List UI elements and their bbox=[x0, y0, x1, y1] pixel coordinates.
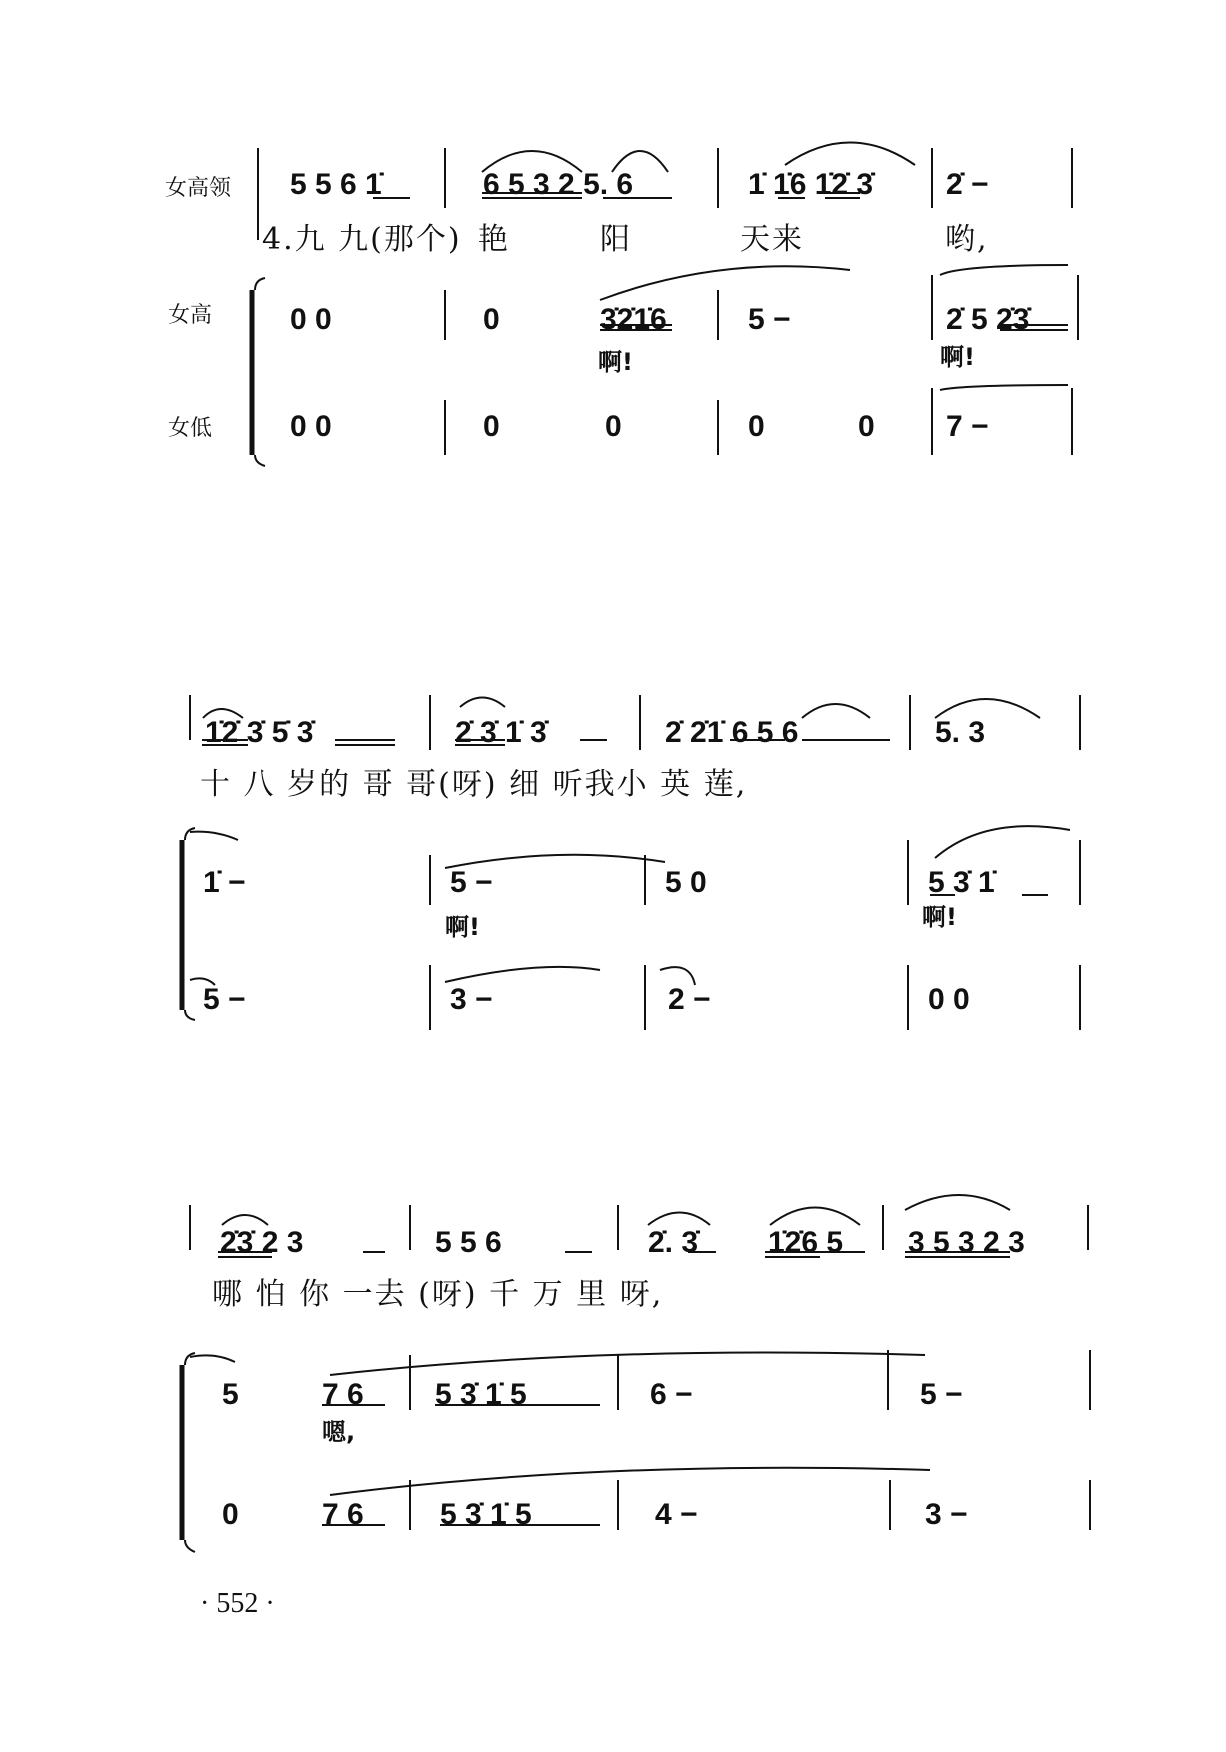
s2-lead-bar3: 2̇ 2̇1̇ 6 5 6 bbox=[665, 716, 799, 749]
s2-sop-bar2: 5 − bbox=[450, 866, 493, 899]
s1-sop-bar2b: 3̇2̇1̇6 bbox=[600, 303, 667, 336]
s2-alto-bar3: 2 − bbox=[668, 983, 711, 1016]
s3-lead-bar2: 5 5 6 bbox=[435, 1226, 502, 1259]
s3-sop-bar1b: 7 6 bbox=[322, 1378, 364, 1411]
s1-sop-bar4: 2̇ 5 2̇3̇ bbox=[946, 303, 1030, 336]
s3-alto-bar4: 3 − bbox=[925, 1498, 968, 1531]
label-lead: 女高领 bbox=[165, 176, 232, 201]
s2-sop-bar4: 5 3̇ 1̇ bbox=[928, 866, 995, 899]
s1-alto-bar2b: 0 bbox=[605, 410, 622, 443]
s1-sop-lyric-1: 啊! bbox=[598, 348, 633, 376]
s2-lead-bar4: 5. 3 bbox=[935, 716, 986, 749]
s2-alto-bar1: 5 − bbox=[203, 983, 246, 1016]
label-soprano: 女高 bbox=[168, 303, 213, 328]
s3-lead-bar4: 3 5 3 2 3 bbox=[908, 1226, 1025, 1259]
s2-sop-bar1: 1̇ − bbox=[203, 866, 246, 899]
s2-lead-bar2: 2̇ 3̇ 1̇ 3̇ bbox=[455, 716, 547, 749]
label-alto: 女低 bbox=[168, 416, 213, 441]
s1-lyric-5: 哟, bbox=[945, 222, 989, 257]
s1-lyric-3: 阳 bbox=[600, 222, 632, 257]
s1-alto-bar2a: 0 bbox=[483, 410, 500, 443]
s3-sop-lyric: 嗯, bbox=[322, 1418, 356, 1446]
s1-lyric-1: 4.九 九(那个) bbox=[262, 222, 462, 257]
s1-lyric-2: 艳 bbox=[478, 222, 510, 257]
s1-alto-bar1: 0 0 bbox=[290, 410, 332, 443]
s1-sop-bar2a: 0 bbox=[483, 303, 500, 336]
s1-lead-bar4: 2̇ − bbox=[946, 168, 989, 201]
s2-sop-bar3: 5 0 bbox=[665, 866, 707, 899]
s3-sop-bar1a: 5 bbox=[222, 1378, 239, 1411]
s1-sop-lyric-2: 啊! bbox=[940, 343, 975, 371]
s1-alto-bar3b: 0 bbox=[858, 410, 875, 443]
s1-alto-bar3a: 0 bbox=[748, 410, 765, 443]
s3-alto-bar2: 5 3̇ 1̇ 5 bbox=[440, 1498, 532, 1531]
s1-lyric-4: 天来 bbox=[740, 222, 804, 257]
s1-lead-bar3: 1̇ 1̇6 1̇2̇ 3̇ bbox=[748, 168, 874, 201]
s1-alto-bar4: 7 − bbox=[946, 410, 989, 443]
s3-lead-bar3b: 1̇2̇6 5 bbox=[768, 1226, 844, 1259]
s2-lead-bar1: 1̇2̇ 3̇ 5̇ 3̇ bbox=[205, 716, 314, 749]
s1-lead-bar1: 5 5 6 1̇ bbox=[290, 168, 382, 201]
s3-sop-bar2: 5 3̇ 1̇ 5 bbox=[435, 1378, 527, 1411]
s2-alto-bar4: 0 0 bbox=[928, 983, 970, 1016]
s3-alto-bar1a: 0 bbox=[222, 1498, 239, 1531]
s3-alto-bar1b: 7 6 bbox=[322, 1498, 364, 1531]
s3-alto-bar3: 4 − bbox=[655, 1498, 698, 1531]
s2-lyrics: 十 八 岁的 哥 哥(呀) 细 听我小 英 莲, bbox=[200, 767, 748, 802]
page-number: · 552 · bbox=[200, 1588, 275, 1619]
s2-alto-bar2: 3 − bbox=[450, 983, 493, 1016]
s3-lead-bar3a: 2̇. 3̇ bbox=[648, 1226, 699, 1259]
s3-lyrics: 哪 怕 你 一去 (呀) 千 万 里 呀, bbox=[212, 1277, 664, 1312]
s3-sop-bar3: 6 − bbox=[650, 1378, 693, 1411]
s1-sop-bar3: 5 − bbox=[748, 303, 791, 336]
s1-lead-bar2: 6 5 3 2 5. 6 bbox=[483, 168, 634, 201]
s2-sop-lyric-2: 啊! bbox=[922, 903, 957, 931]
s3-lead-bar1: 2̇3̇ 2 3 bbox=[220, 1226, 304, 1259]
s1-sop-bar1: 0 0 bbox=[290, 303, 332, 336]
s3-sop-bar4: 5 − bbox=[920, 1378, 963, 1411]
s2-sop-lyric-1: 啊! bbox=[445, 913, 480, 941]
